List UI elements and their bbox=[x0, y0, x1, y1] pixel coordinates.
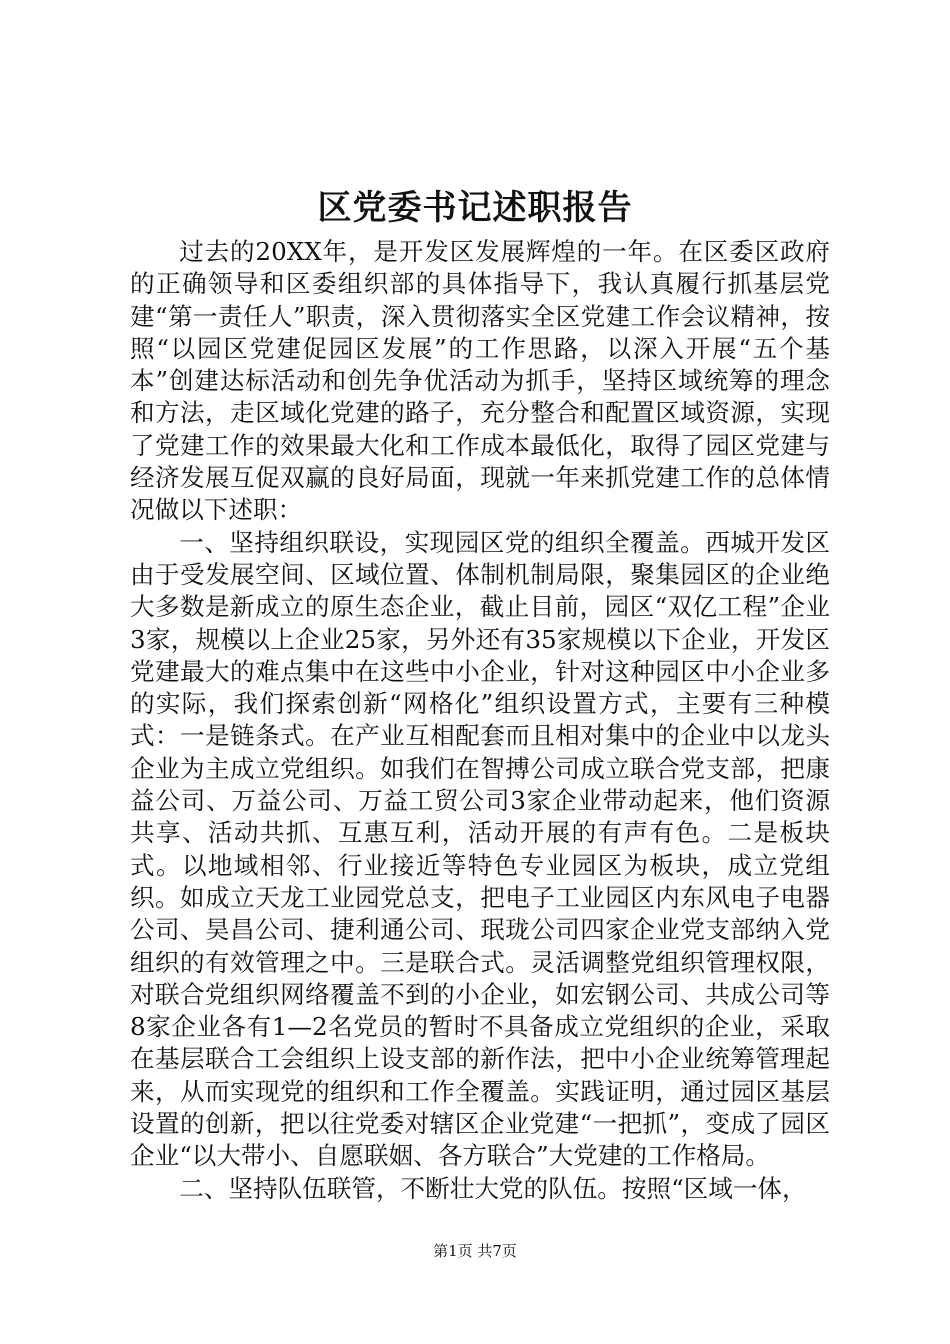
document-title: 区党委书记述职报告 bbox=[317, 188, 633, 228]
paragraph-section-two: 二、坚持队伍联管，不断壮大党的队伍。按照“区域一体， bbox=[179, 1173, 807, 1203]
page-number-footer: 第1页 共7页 bbox=[433, 1242, 517, 1260]
paragraph-intro: 过去的20XX年，是开发区发展辉煌的一年。在区委区政府的正确领导和区委组织部的具体指导下，我认真履行抓基层党建“第一责任人”职责，深入贯彻落实全区党建工作会议精神，按照“以园区党建促园区发展”的工作思路，以深入开展“五个基本”创建达标活动和创先争优活动为抓手，坚持区域统筹的理念和方法，走区域化党建的路子，充分整合和配置区域资源，实现了党建工作的效果最大化和工作成本最低化，取得了园区党建与经济发展互促双赢的良好局面，现就一年来抓党建工作的总体情况做以下述职： bbox=[130, 237, 830, 525]
document-body bbox=[130, 236, 830, 1205]
paragraph-section-one: 一、坚持组织联设，实现园区党的组织全覆盖。西城开发区由于受发展空间、区域位置、体制机制局限，聚集园区的企业绝大多数是新成立的原生态企业，截止目前，园区“双亿工程”企业3家，规模以上企业25家，另外还有35家规模以下企业，开发区党建最大的难点集中在这些中小企业，针对这种园区中小企业多的实际，我们探索创新“网格化”组织设置方式，主要有三种模式：一是链条式。在产业互相配套而且相对集中的企业中以龙头企业为主成立党组织。如我们在智搏公司成立联合党支部，把康益公司、万益公司、万益工贸公司3家企业带动起来，他们资源共享、活动共抓、互惠互利，活动开展的有声有色。二是板块式。以地域相邻、行业接近等特色专业园区为板块，成立党组织。如成立天龙工业园党总支，把电子工业园区内东风电子电器公司、昊昌公司、捷利通公司、珉珑公司四家企业党支部纳入党组织的有效管理之中。三是联合式。灵活调整党组织管理权限，对联合党组织网络覆盖不到的小企业，如宏钢公司、共成公司等8家企业各有1—2名党员的暂时不具备成立党组织的企业，采取在基层联合工会组织上设支部的新作法，把中小企业统筹管理起来，从而实现党的组织和工作全覆盖。实践证明，通过园区基层设置的创新，把以往党委对辖区企业党建“一把抓”，变成了园区企业“以大带小、自愿联姻、各方联合”大党建的工作格局。 bbox=[130, 527, 830, 1171]
